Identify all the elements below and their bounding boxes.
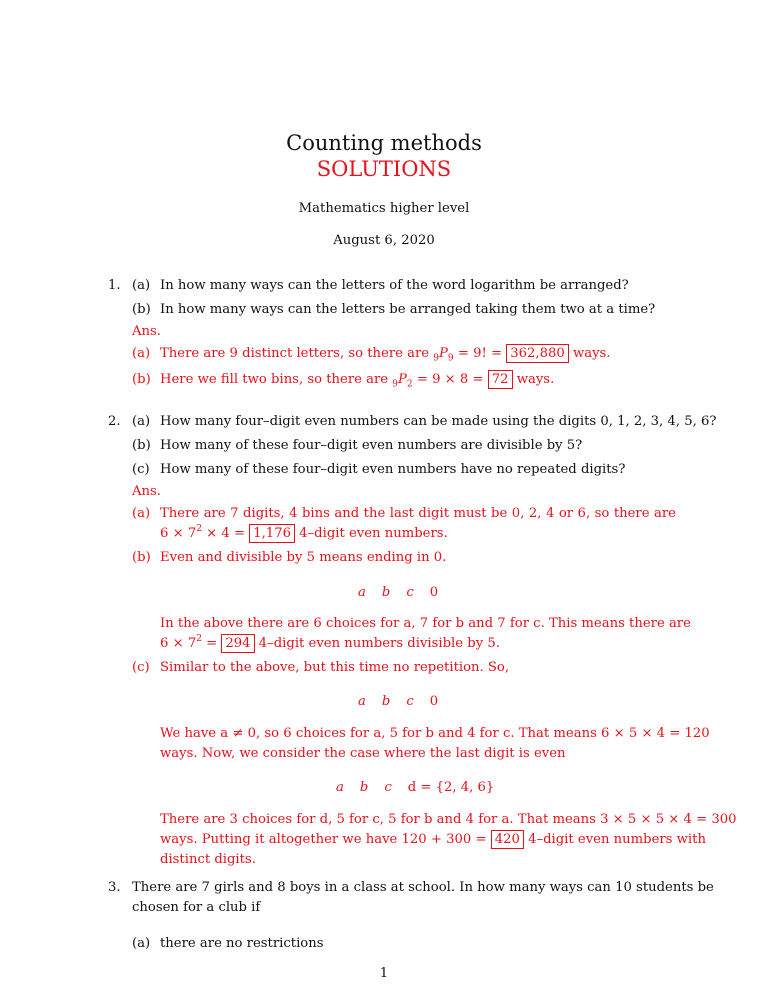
solution-text: $6 \times 7^2 \times 4 = 1,176$ 4–digit even numbers. [160,524,448,541]
solution-text: There are 7 digits, 4 bins and the last digit must be 0, 2, 4 or 6, so there are [160,506,676,521]
question-text: In how many ways can the letters of the word logarithm be arranged? [160,278,629,293]
question-text: How many of these four–digit even numbers have no repeated digits? [160,462,626,477]
part-label: (b) [132,438,151,453]
page-number: 1 [379,966,389,981]
boxed-answer: 1,176 [249,524,295,543]
part-label: (a) [132,414,151,429]
part-label: (b) [132,302,151,317]
solution-text: In the above there are 6 choices for a, 7 for b and 7 for c. This means there are [160,616,691,631]
part-label: (c) [132,660,150,675]
solution-text: Even and divisible by 5 means ending in 0. [160,550,447,565]
document-date: August 6, 2020 [333,233,435,248]
answer-label: Ans. [132,484,161,499]
question-text: In how many ways can the letters be arranged taking them two at a time? [160,302,656,317]
question-text: chosen for a club if [132,900,261,915]
part-label: (b) [132,550,151,565]
boxed-answer: 294 [221,634,254,653]
boxed-answer: 72 [488,370,513,389]
solution-text: There are 9 distinct letters, so there are $_9P_9 = 9$! = 362,880 ways. [160,346,611,364]
digit-slots: a b c 0 [358,585,439,600]
part-label: (c) [132,462,150,477]
question-text: There are 7 girls and 8 boys in a class at school. In how many ways can 10 students be [132,880,714,895]
solution-text: Here we fill two bins, so there are $_9P_2 = 9 \times 8 = 72$ ways. [160,372,555,390]
question-text: How many four–digit even numbers can be made using the digits 0, 1, 2, 3, 4, 5, 6? [160,414,717,429]
part-label: (a) [132,346,151,361]
solution-text: There are 3 choices for d, 5 for c, 5 for b and 4 for a. That means 3 × 5 × 5 × 4 = 300 [160,812,737,827]
solution-text: distinct digits. [160,852,256,867]
boxed-answer: 362,880 [506,344,569,363]
solution-text: ways. Putting it altogether we have 120 + 300 = 420 4–digit even numbers with [160,832,706,847]
question-number: 1. [108,278,121,293]
solution-text: ways. Now, we consider the case where the last digit is even [160,746,566,761]
boxed-answer: 420 [491,830,524,849]
part-label: (a) [132,506,151,521]
digit-slots: a b c d = {2, 4, 6} [336,780,495,795]
question-number: 2. [108,414,121,429]
part-label: (a) [132,278,151,293]
question-text: there are no restrictions [160,936,324,951]
answer-label: Ans. [132,324,161,339]
part-label: (a) [132,936,151,951]
solution-text: $6 \times 7^2 = 294$ 4–digit even numbers divisible by 5. [160,634,500,651]
page-title: Counting methods [286,131,482,155]
digit-slots: a b c 0 [358,694,439,709]
solution-text: We have a ≠ 0, so 6 choices for a, 5 for b and 4 for c. That means 6 × 5 × 4 = 120 [160,726,710,741]
question-text: How many of these four–digit even numbers are divisible by 5? [160,438,583,453]
question-number: 3. [108,880,121,895]
course-name: Mathematics higher level [298,201,470,216]
solution-text: Similar to the above, but this time no repetition. So, [160,660,510,675]
part-label: (b) [132,372,151,387]
page-subtitle: SOLUTIONS [316,157,452,181]
